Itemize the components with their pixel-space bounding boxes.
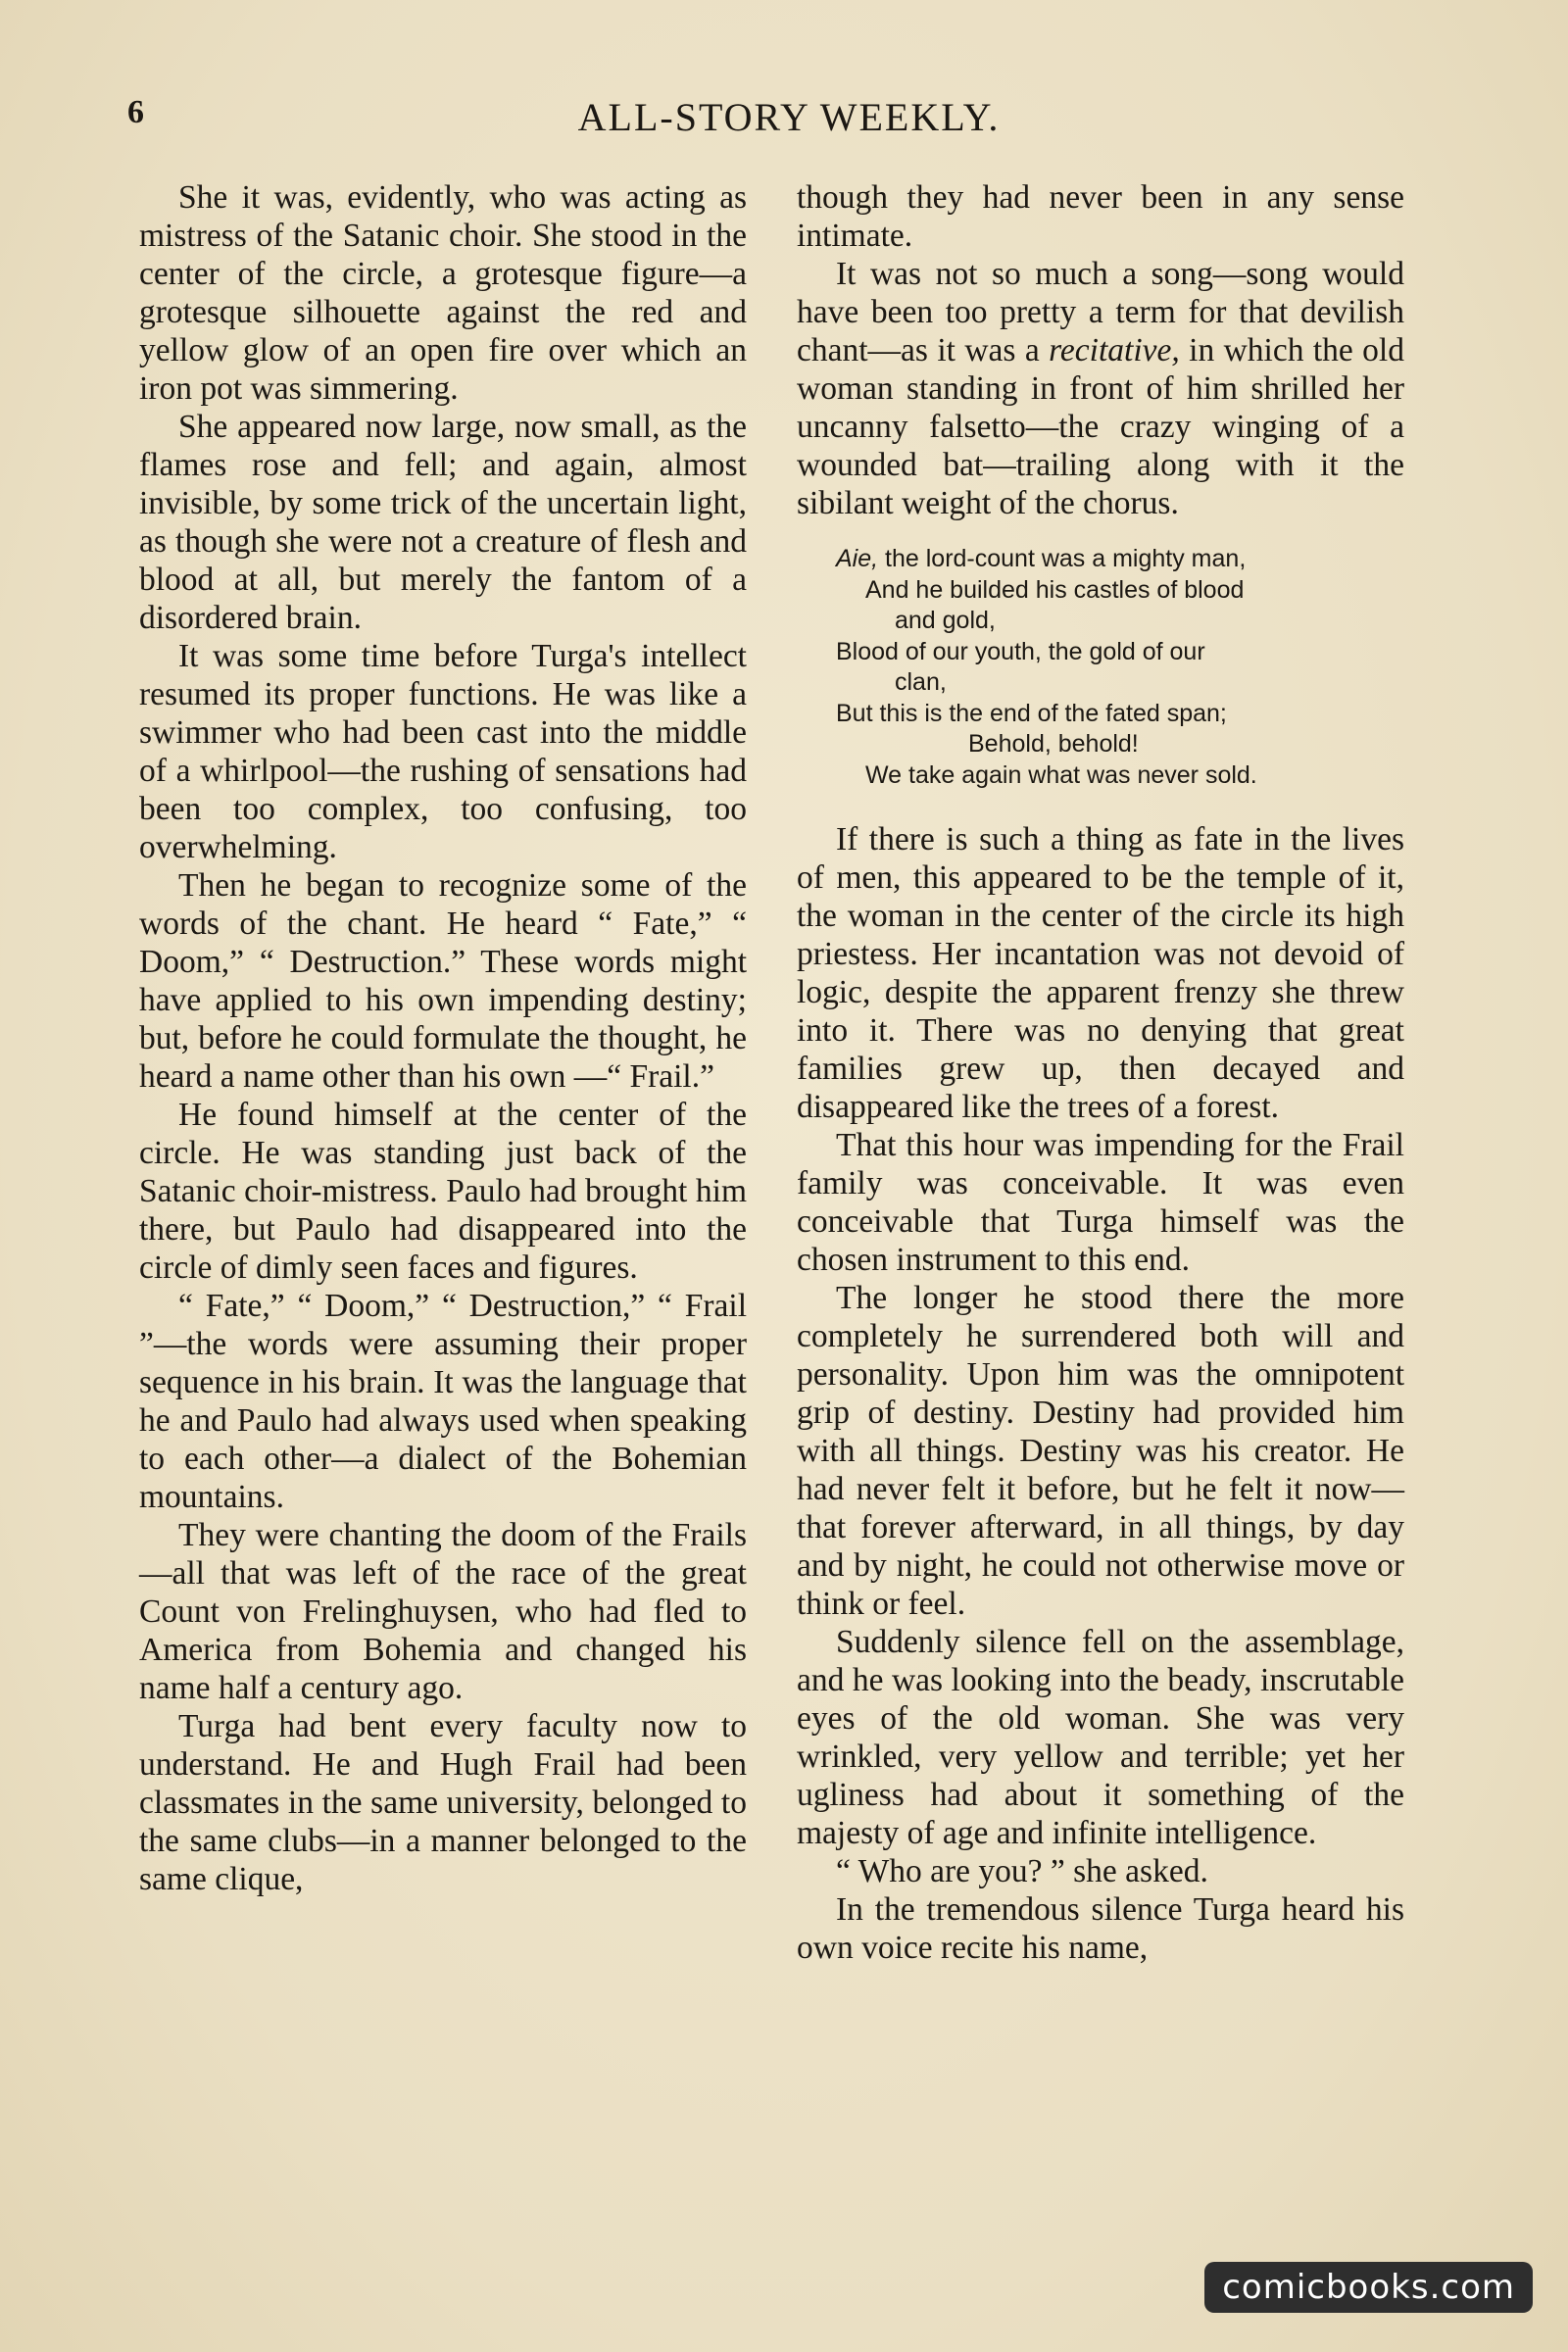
verse-line: Behold, behold!: [968, 730, 1139, 758]
verse-block: [797, 544, 1404, 791]
paragraph: Turga had bent every faculty now to understand. He and Hugh Frail had been classmates in the same university, belonged to the same clubs—in a manner belonged to the same clique,: [139, 1708, 747, 1897]
paragraph: They were chanting the doom of the Frails—all that was left of the race of the great Count von Frelinghuysen, who had fled to America from Bohemia and changed his name half a century ago.: [139, 1517, 747, 1706]
left-column: [139, 178, 747, 1898]
watermark-logo: comicbooks.com: [1204, 2262, 1533, 2313]
paragraph: [797, 255, 1404, 522]
verse-line: clan,: [895, 668, 947, 696]
paragraph: He found himself at the center of the circle. He was standing just back of the Satanic choir-mistress. Paulo had brought him there, but Paulo had disappeared into the circle of dimly seen faces and figures.: [139, 1097, 747, 1286]
verse-line: and gold,: [895, 607, 996, 634]
paragraph: Then he began to recognize some of the words of the chant. He heard “ Fate,” “ Doom,” “ Destruction.” These words might have applied to his own impending destiny; but, before he could formulate the thought, he heard a name other than his own —“ Frail.”: [139, 867, 747, 1095]
paragraph: If there is such a thing as fate in the lives of men, this appeared to be the temple of it, the woman in the center of the circle its high priestess. Her incantation was not devoid of logic, despite the apparent frenzy she threw into it. There was no denying that great families grew up, then decayed and disappeared like the trees of a forest.: [797, 821, 1404, 1125]
right-column: [797, 178, 1404, 1967]
italic-word: Aie,: [836, 545, 879, 572]
italic-word: recitative,: [1049, 332, 1180, 368]
text-run: in which the old woman standing in front of him shrilled her uncanny falsetto—the crazy winging of a wounded bat—trailing along with it the sibilant weight of the chorus.: [797, 332, 1404, 521]
continued-paragraph: though they had never been in any sense intimate.: [797, 179, 1404, 254]
paragraph: She it was, evidently, who was acting as mistress of the Satanic choir. She stood in the center of the circle, a grotesque figure—a grotesque silhouette against the red and yellow glow of an open fire over which an iron pot was simmering.: [139, 179, 747, 407]
verse-line: We take again what was never sold.: [865, 760, 1257, 789]
paragraph: Suddenly silence fell on the assemblage, and he was looking into the beady, inscrutable eyes of the old woman. She was very wrinkled, very yellow and terrible; yet her ugliness had about it something of the majesty of age and infinite intelligence.: [797, 1624, 1404, 1851]
paragraph: “ Fate,” “ Doom,” “ Destruction,” “ Frail ”—the words were assuming their proper sequence in his brain. It was the language that he and Paulo had always used when speaking to each other—a dialect of the Bohemian mountains.: [139, 1288, 747, 1515]
paragraph: The longer he stood there the more completely he surrendered both will and personality. Upon him was the omnipotent grip of destiny. Destiny had provided him with all things. Destiny was his creator. He had never felt it before, but he felt it now—that forever afterward, in all things, by day and by night, he could not otherwise move or think or feel.: [797, 1280, 1404, 1622]
verse-line: And he builded his castles of blood: [865, 575, 1245, 604]
verse-line: Aie, the lord-count was a mighty man,: [836, 545, 1247, 572]
paragraph: “ Who are you? ” she asked.: [836, 1853, 1208, 1889]
text-run: It was not so much a song—song would have been too pretty a term for that devilish chant—as it was a: [797, 256, 1404, 368]
page-header: [127, 94, 1450, 153]
paragraph: That this hour was impending for the Frail family was conceivable. It was even conceivable that Turga himself was the chosen instrument to this end.: [797, 1127, 1404, 1278]
verse-line: Blood of our youth, the gold of our: [836, 637, 1205, 665]
paragraph: It was some time before Turga's intellect resumed its proper functions. He was like a swimmer who had been cast into the middle of a whirlpool—the rushing of sensations had been too complex, too confusing, too overwhelming.: [139, 638, 747, 865]
paragraph: In the tremendous silence Turga heard his own voice recite his name,: [797, 1891, 1404, 1966]
running-head: ALL-STORY WEEKLY.: [577, 95, 1001, 139]
verse-line: But this is the end of the fated span;: [836, 699, 1227, 727]
page-number: 6: [127, 94, 144, 130]
paragraph: She appeared now large, now small, as the flames rose and fell; and again, almost invisible, by some trick of the uncertain light, as though she were not a creature of flesh and blood at all, but merely the fantom of a disordered brain.: [139, 409, 747, 636]
